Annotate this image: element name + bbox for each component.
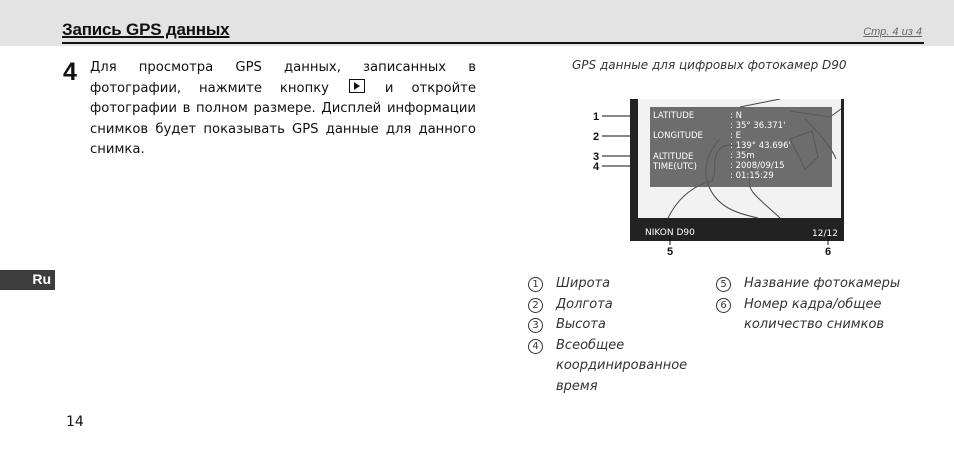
legend-item <box>528 336 696 398</box>
figure-caption: GPS данные для цифровых фотокамер D90 <box>572 58 847 72</box>
legend-item <box>528 274 696 295</box>
latitude-ref: : N <box>730 111 742 121</box>
playback-button-icon <box>349 79 365 93</box>
legend-item <box>528 315 696 336</box>
camera-display-figure <box>590 99 850 259</box>
page-title: Запись GPS данных <box>62 20 230 39</box>
time-label: TIME(UTC) <box>653 162 697 172</box>
legend-number: 6 <box>716 298 731 313</box>
legend-item <box>528 295 696 316</box>
callout-1: 1 <box>593 111 600 123</box>
callout-5: 5 <box>667 246 674 258</box>
legend-text: Широта <box>556 276 611 291</box>
legend-number: 4 <box>528 339 543 354</box>
legend-item <box>716 274 916 295</box>
longitude-ref: : E <box>730 131 741 141</box>
legend-text: Долгота <box>556 296 613 312</box>
step-text <box>90 58 476 161</box>
longitude-label: LONGITUDE <box>653 131 703 141</box>
language-tab <box>0 270 55 290</box>
callout-6: 6 <box>825 246 832 258</box>
callout-4: 4 <box>593 161 600 173</box>
latitude-value: : 35° 36.371' <box>730 121 786 131</box>
language-tab-label: Ru <box>32 271 51 287</box>
camera-name: NIKON D90 <box>645 228 695 238</box>
legend-column-2 <box>716 274 916 336</box>
latitude-label: LATITUDE <box>653 111 695 121</box>
callout-2: 2 <box>593 131 600 143</box>
title-rule <box>62 42 924 44</box>
frame-count: 12/12 <box>812 229 838 239</box>
altitude-value: : 35m <box>730 151 755 161</box>
legend-item <box>716 295 916 336</box>
longitude-value: : 139° 43.696' <box>730 141 791 151</box>
legend-column-1 <box>528 274 696 397</box>
step-text-part1: Для просмотра GPS данных, записанных в фотографии, нажмите кнопку <box>90 60 476 96</box>
altitude-label: ALTITUDE <box>653 152 694 162</box>
legend-number: 3 <box>528 318 543 333</box>
time-value: : 01:15:29 <box>730 171 774 181</box>
legend-number: 2 <box>528 298 543 313</box>
step-number: 4 <box>63 58 77 86</box>
legend-number: 1 <box>528 277 543 292</box>
page-number: 14 <box>66 414 84 430</box>
legend-text: Название фотокамеры <box>744 276 901 291</box>
step-text-part2: и откройте фотографии в полном размере. Дисплей информации снимков будет показывать GPS данные для данного снимка. <box>90 80 476 157</box>
date-value: : 2008/09/15 <box>730 161 785 171</box>
legend-text: Номер кадра/общее количество снимков <box>744 296 885 332</box>
legend-number: 5 <box>716 277 731 292</box>
legend-text: Всеобщее координированное время <box>556 337 688 394</box>
page-reference[interactable]: Стр. 4 из 4 <box>863 26 922 38</box>
callout-3: 3 <box>593 151 600 163</box>
legend-text: Высота <box>556 317 606 332</box>
